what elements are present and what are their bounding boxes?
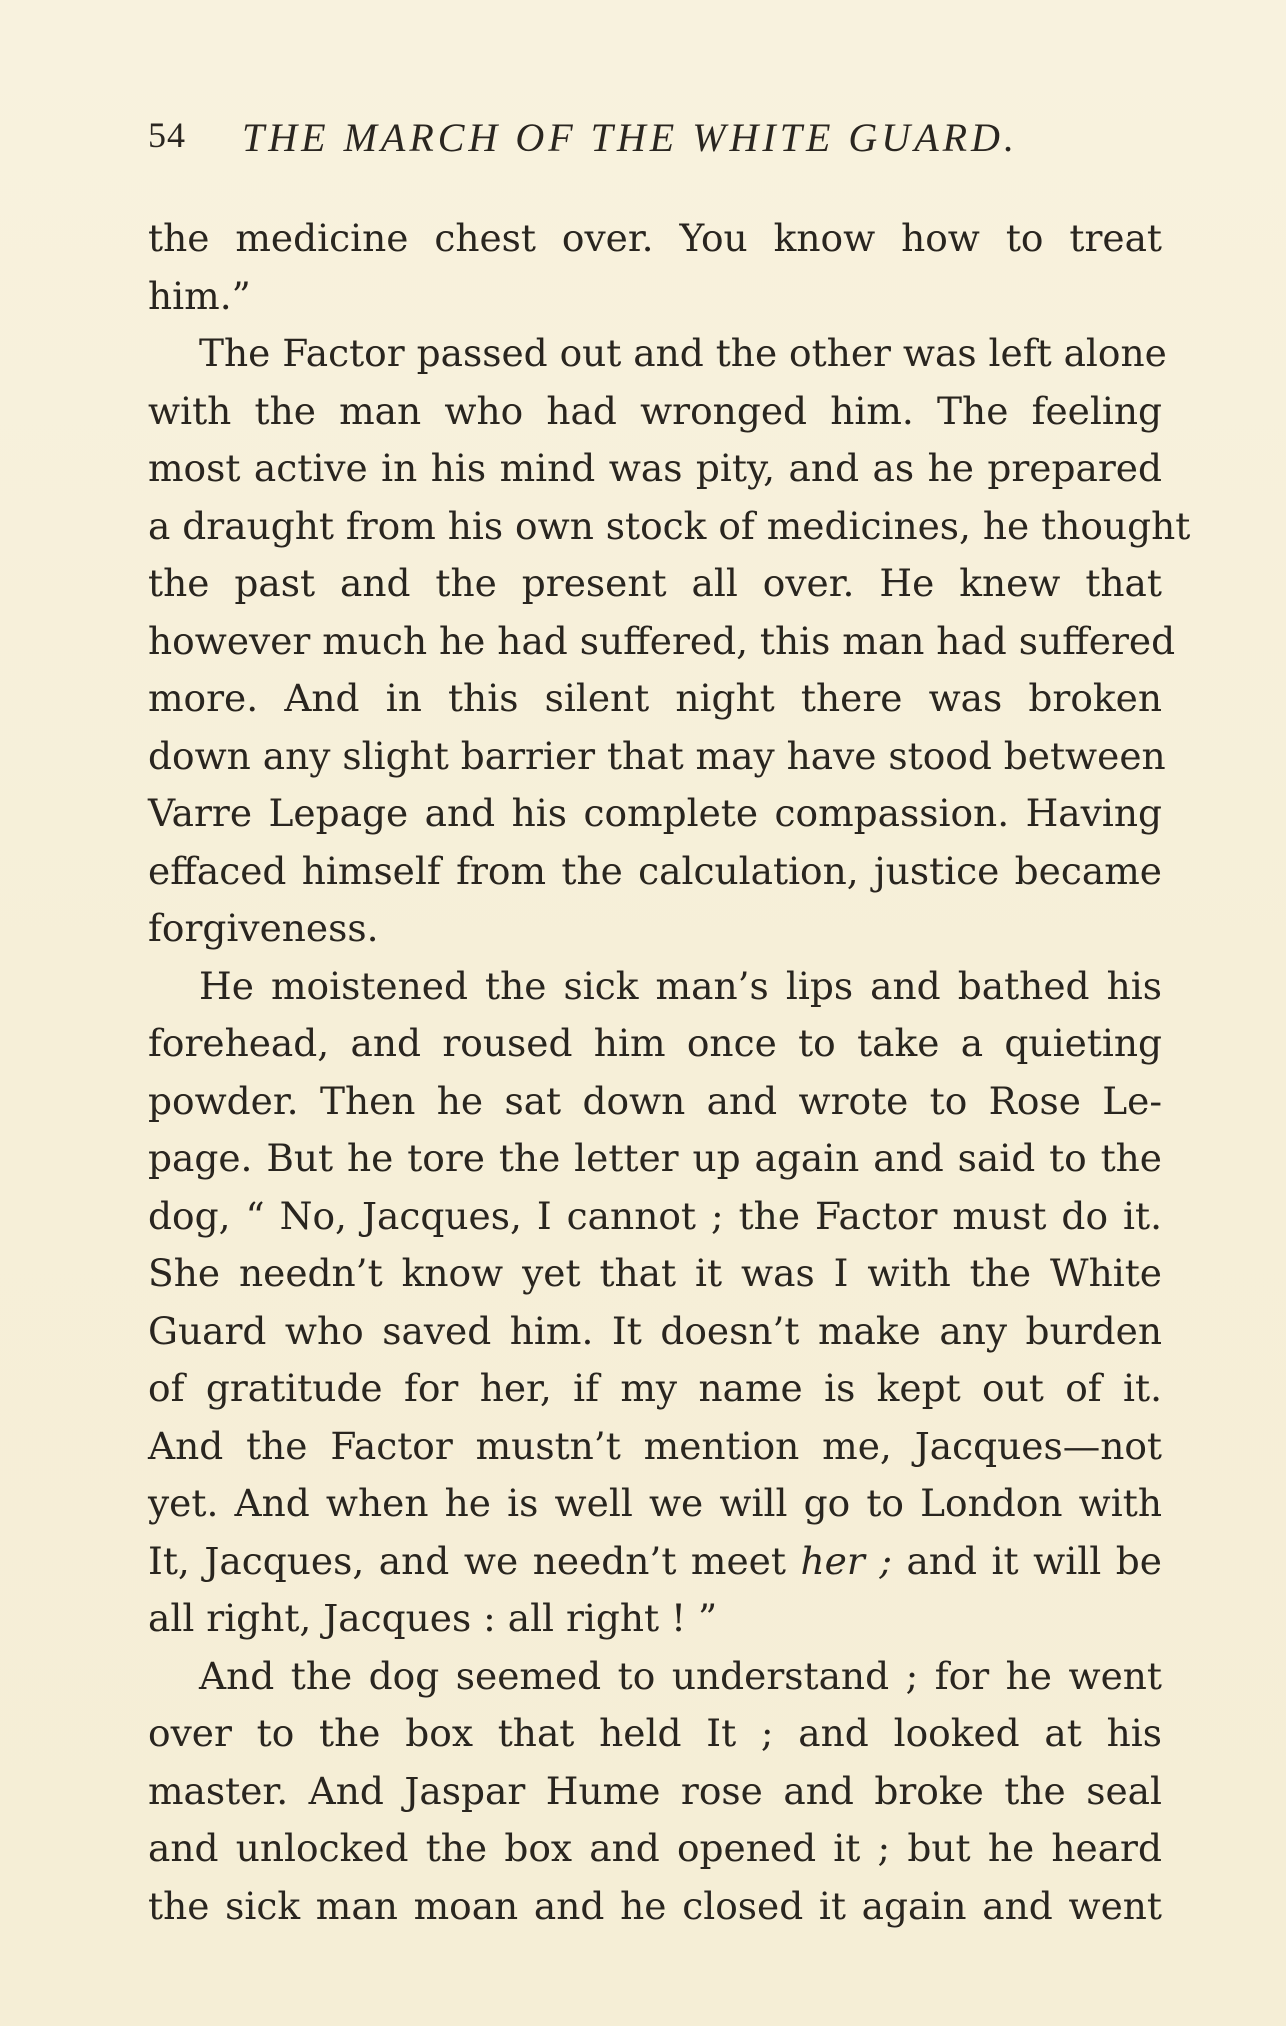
text-line: more. And in this silent night there was broken [148, 676, 1162, 720]
paragraph-start-line: He moistened the sick man’s lips and bathed his [199, 963, 1162, 1008]
text-line: And the Factor mustn’t mention me, Jacques—not [148, 1423, 1162, 1468]
body-text [148, 210, 1191, 1935]
text-line: master. And Jaspar Hume rose and broke the seal [148, 1768, 1162, 1813]
text-line: most active in his mind was pity, and as he prepared [148, 446, 1162, 490]
text-line: all right, Jacques : all right ! ” [148, 1596, 718, 1640]
text-line: page. But he tore the letter up again and said to the [148, 1136, 1162, 1180]
text-line: down any slight barrier that may have stood between [148, 733, 1166, 778]
text-line: the medicine chest over. You know how to treat [148, 216, 1162, 260]
page-header [148, 108, 1148, 168]
text-segment: and it will be [906, 1538, 1162, 1583]
text-line: him.” [148, 273, 251, 318]
paragraph-start-line: The Factor passed out and the other was left alone [199, 331, 1167, 375]
text-line: however much he had suffered, this man had suffered [148, 618, 1176, 663]
text-line: Varre Lepage and his complete compassion. Having [148, 791, 1162, 835]
text-line: the sick man moan and he closed it again and went [148, 1883, 1162, 1928]
text-line: Guard who saved him. It doesn’t make any burden [148, 1308, 1162, 1353]
text-line: effaced himself from the calculation, justice became [148, 848, 1162, 893]
italic-word: her ; [800, 1538, 892, 1583]
text-line: the past and the present all over. He knew that [148, 561, 1162, 605]
text-line: of gratitude for her, if my name is kept out of it. [148, 1366, 1162, 1410]
text-line: dog, “ No, Jacques, I cannot ; the Factor must do it. [148, 1193, 1162, 1238]
text-line: forehead, and roused him once to take a quieting [148, 1021, 1162, 1065]
text-line: and unlocked the box and opened it ; but he heard [148, 1826, 1162, 1870]
text-line: She needn’t know yet that it was I with the White [148, 1251, 1162, 1295]
text-line-with-italic [148, 1533, 1162, 1591]
text-line: over to the box that held It ; and looked at his [148, 1711, 1162, 1755]
text-line: yet. And when he is well we will go to London with [148, 1481, 1162, 1525]
text-segment: It, Jacques, and we needn’t meet [148, 1538, 786, 1583]
text-line: a draught from his own stock of medicines, he thought [148, 503, 1191, 548]
text-line: powder. Then he sat down and wrote to Rose Le- [148, 1078, 1162, 1123]
text-line: with the man who had wronged him. The feeling [148, 388, 1162, 433]
running-title: THE MARCH OF THE WHITE GUARD. [242, 115, 1018, 160]
page-number: 54 [148, 115, 186, 155]
text-line: forgiveness. [148, 906, 379, 950]
paragraph-start-line: And the dog seemed to understand ; for he went [199, 1653, 1162, 1698]
